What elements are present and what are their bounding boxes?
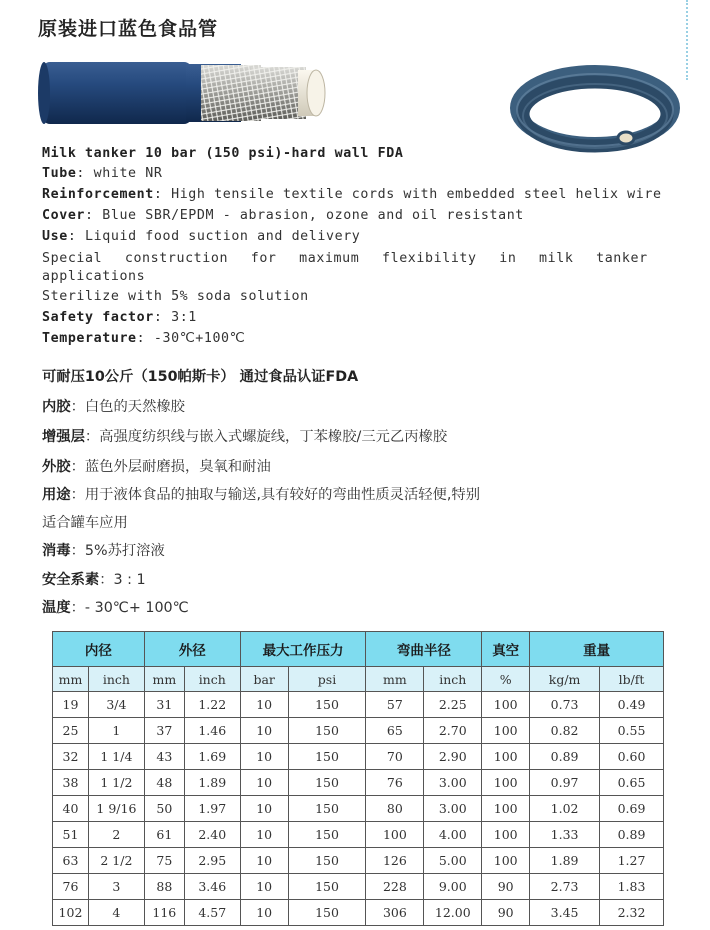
- table-cell: 2.90: [424, 744, 482, 770]
- table-cell: 63: [53, 848, 89, 874]
- table-cell: 1 1/2: [88, 770, 144, 796]
- table-cell: 150: [288, 848, 366, 874]
- unit-cell: psi: [288, 667, 366, 692]
- spec-cover: Cover: Blue SBR/EPDM - abrasion, ozone and oil resistant: [42, 208, 524, 223]
- table-cell: 1.33: [530, 822, 600, 848]
- spec-special: Special construction for maximum flexibility in milk tanker applications: [42, 251, 648, 284]
- dimension-table: [52, 631, 664, 926]
- header-max-pressure: 最大工作压力: [240, 632, 366, 667]
- table-cell: 80: [366, 796, 424, 822]
- table-cell: 2: [88, 822, 144, 848]
- table-cell: 61: [144, 822, 184, 848]
- table-row: [53, 822, 664, 848]
- table-cell: 88: [144, 874, 184, 900]
- table-cell: 150: [288, 796, 366, 822]
- table-cell: 3.00: [424, 770, 482, 796]
- hose-coil-image: [508, 60, 683, 160]
- spec-safety: Safety factor: 3:1: [42, 310, 197, 325]
- spec-reinforce-cn: 增强层：高强度纺织线与嵌入式螺旋线，丁苯橡胶/三元乙丙橡胶: [42, 429, 448, 445]
- table-cell: 150: [288, 692, 366, 718]
- table-body: [53, 692, 664, 926]
- table-cell: 100: [482, 822, 530, 848]
- table-cell: 2.73: [530, 874, 600, 900]
- spec-sterilize: Sterilize with 5% soda solution: [42, 289, 309, 304]
- table-cell: 10: [240, 796, 288, 822]
- table-row: [53, 770, 664, 796]
- table-cell: 40: [53, 796, 89, 822]
- table-cell: 3.00: [424, 796, 482, 822]
- table-cell: 10: [240, 848, 288, 874]
- table-cell: 0.60: [600, 744, 664, 770]
- table-cell: 1 1/4: [88, 744, 144, 770]
- header-outer-diameter: 外径: [144, 632, 240, 667]
- table-cell: 100: [366, 822, 424, 848]
- spec-safety-cn: 安全系素：3 : 1: [42, 572, 146, 588]
- unit-cell: lb/ft: [600, 667, 664, 692]
- header-vacuum: 真空: [482, 632, 530, 667]
- table-cell: 10: [240, 900, 288, 926]
- table-cell: 5.00: [424, 848, 482, 874]
- table-cell: 100: [482, 848, 530, 874]
- spec-use: Use: Liquid food suction and delivery: [42, 229, 361, 244]
- table-row: [53, 848, 664, 874]
- decorative-dotted-line: [686, 0, 688, 80]
- table-cell: 3.45: [530, 900, 600, 926]
- table-cell: 4: [88, 900, 144, 926]
- table-cell: 37: [144, 718, 184, 744]
- table-cell: 90: [482, 874, 530, 900]
- table-cell: 4.00: [424, 822, 482, 848]
- table-cell: 57: [366, 692, 424, 718]
- table-row: [53, 692, 664, 718]
- table-cell: 1.27: [600, 848, 664, 874]
- table-cell: 2.25: [424, 692, 482, 718]
- table-cell: 50: [144, 796, 184, 822]
- table-row: [53, 744, 664, 770]
- table-cell: 0.55: [600, 718, 664, 744]
- spec-use-cn-cont: 适合罐车应用: [42, 515, 128, 531]
- unit-cell: inch: [88, 667, 144, 692]
- table-cell: 0.97: [530, 770, 600, 796]
- table-cell: 10: [240, 874, 288, 900]
- spec-heading-en: Milk tanker 10 bar (150 psi)-hard wall FDA: [42, 146, 404, 161]
- table-cell: 0.89: [530, 744, 600, 770]
- table-cell: 1.02: [530, 796, 600, 822]
- table-cell: 2.95: [184, 848, 240, 874]
- unit-cell: inch: [184, 667, 240, 692]
- table-cell: 10: [240, 744, 288, 770]
- table-cell: 150: [288, 770, 366, 796]
- table-row: [53, 900, 664, 926]
- spec-outer-cn: 外胶：蓝色外层耐磨损，臭氧和耐油: [42, 459, 271, 475]
- hose-cutaway-image: [36, 58, 326, 128]
- table-cell: 19: [53, 692, 89, 718]
- table-cell: 3: [88, 874, 144, 900]
- table-cell: 306: [366, 900, 424, 926]
- table-cell: 2.70: [424, 718, 482, 744]
- table-cell: 228: [366, 874, 424, 900]
- table-cell: 1.97: [184, 796, 240, 822]
- table-cell: 38: [53, 770, 89, 796]
- spec-inner-cn: 内胶：白色的天然橡胶: [42, 399, 185, 415]
- spec-temp-cn: 温度：- 30℃+ 100℃: [42, 600, 189, 616]
- table-cell: 126: [366, 848, 424, 874]
- table-cell: 102: [53, 900, 89, 926]
- table-cell: 2 1/2: [88, 848, 144, 874]
- table-cell: 9.00: [424, 874, 482, 900]
- table-row: [53, 874, 664, 900]
- table-cell: 3.46: [184, 874, 240, 900]
- header-weight: 重量: [530, 632, 664, 667]
- table-cell: 100: [482, 796, 530, 822]
- table-cell: 1.46: [184, 718, 240, 744]
- table-cell: 12.00: [424, 900, 482, 926]
- unit-cell: kg/m: [530, 667, 600, 692]
- table-cell: 150: [288, 874, 366, 900]
- table-cell: 4.57: [184, 900, 240, 926]
- table-cell: 70: [366, 744, 424, 770]
- table-cell: 90: [482, 900, 530, 926]
- table-cell: 150: [288, 718, 366, 744]
- table-cell: 65: [366, 718, 424, 744]
- table-cell: 32: [53, 744, 89, 770]
- table-cell: 3/4: [88, 692, 144, 718]
- table-cell: 1.89: [530, 848, 600, 874]
- table-cell: 1.22: [184, 692, 240, 718]
- table-row: [53, 718, 664, 744]
- table-cell: 75: [144, 848, 184, 874]
- units-row: [53, 667, 664, 692]
- table-cell: 51: [53, 822, 89, 848]
- spec-tube: Tube: white NR: [42, 166, 163, 181]
- table-cell: 1.83: [600, 874, 664, 900]
- table-cell: 1.69: [184, 744, 240, 770]
- page-title: 原装进口蓝色食品管: [38, 18, 219, 40]
- table-cell: 2.40: [184, 822, 240, 848]
- unit-cell: %: [482, 667, 530, 692]
- table-cell: 100: [482, 770, 530, 796]
- table-cell: 150: [288, 822, 366, 848]
- unit-cell: inch: [424, 667, 482, 692]
- table-cell: 0.49: [600, 692, 664, 718]
- table-cell: 48: [144, 770, 184, 796]
- unit-cell: mm: [53, 667, 89, 692]
- table-cell: 2.32: [600, 900, 664, 926]
- header-inner-diameter: 内径: [53, 632, 145, 667]
- table-cell: 0.65: [600, 770, 664, 796]
- spec-temperature: Temperature: -30℃+100℃: [42, 331, 246, 346]
- table-cell: 10: [240, 822, 288, 848]
- table-cell: 76: [53, 874, 89, 900]
- table-cell: 100: [482, 692, 530, 718]
- unit-cell: mm: [366, 667, 424, 692]
- table-cell: 43: [144, 744, 184, 770]
- table-cell: 100: [482, 744, 530, 770]
- unit-cell: bar: [240, 667, 288, 692]
- table-cell: 10: [240, 770, 288, 796]
- table-cell: 0.82: [530, 718, 600, 744]
- table-row: [53, 796, 664, 822]
- table-cell: 10: [240, 692, 288, 718]
- table-cell: 1 9/16: [88, 796, 144, 822]
- spec-disinfect-cn: 消毒：5%苏打溶液: [42, 543, 165, 559]
- table-cell: 0.73: [530, 692, 600, 718]
- table-cell: 25: [53, 718, 89, 744]
- table-cell: 150: [288, 744, 366, 770]
- table-cell: 76: [366, 770, 424, 796]
- unit-cell: mm: [144, 667, 184, 692]
- header-bend-radius: 弯曲半径: [366, 632, 482, 667]
- spec-heading-cn: 可耐压10公斤（150帕斯卡） 通过食品认证FDA: [42, 369, 359, 385]
- table-cell: 150: [288, 900, 366, 926]
- spec-use-cn: 用途：用于液体食品的抽取与输送,具有较好的弯曲性质灵活轻便,特别: [42, 487, 480, 503]
- table-cell: 0.69: [600, 796, 664, 822]
- table-cell: 10: [240, 718, 288, 744]
- table-cell: 116: [144, 900, 184, 926]
- table-cell: 100: [482, 718, 530, 744]
- table-cell: 1: [88, 718, 144, 744]
- table-cell: 1.89: [184, 770, 240, 796]
- table-cell: 31: [144, 692, 184, 718]
- table-cell: 0.89: [600, 822, 664, 848]
- spec-reinforcement: Reinforcement: High tensile textile cords with embedded steel helix wire: [42, 187, 662, 202]
